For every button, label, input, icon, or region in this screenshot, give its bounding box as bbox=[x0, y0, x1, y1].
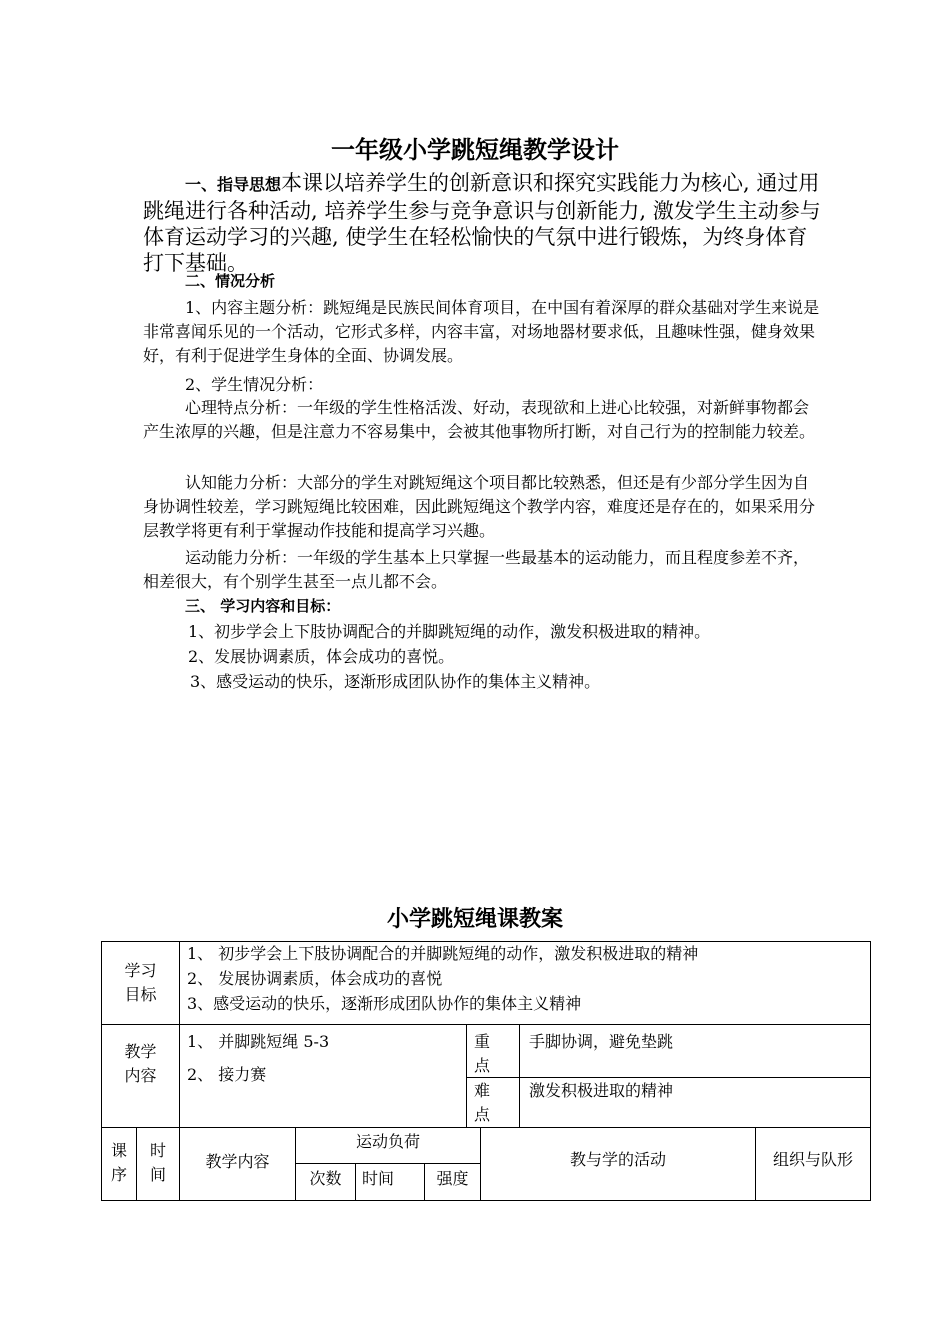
situation-analysis-heading: 二、情况分析 bbox=[185, 272, 276, 290]
header-organization: 组织与队形 bbox=[772, 1150, 853, 1169]
student-analysis-heading: 2、学生情况分析： bbox=[185, 375, 324, 394]
motor-ability-paragraph: 运动能力分析：一年级的学生基本上只掌握一些最基本的运动能力，而且程度参差不齐，相差很大，有个别学生甚至一点儿都不会。 bbox=[143, 548, 810, 591]
document-title: 一年级小学跳短绳教学设计 bbox=[331, 135, 619, 164]
key-point-value: 手脚协调，避免垫跳 bbox=[529, 1032, 674, 1051]
content-analysis-paragraph: 1、内容主题分析：跳短绳是民族民间体育项目，在中国有着深厚的群众基础对学生来说是非常喜闻乐见的一个活动，它形式多样，内容丰富，对场地器材要求低，且趣味性强，健身效果好，有利于促进学生身体的全面、协调发展。 bbox=[143, 298, 820, 365]
objective-item: 1、初步学会上下肢协调配合的并脚跳短绳的动作，激发积极进取的精神。 bbox=[188, 622, 711, 641]
table-col-divider bbox=[466, 1024, 467, 1128]
objective-item: 2、发展协调素质，体会成功的喜悦。 bbox=[188, 647, 455, 666]
table-row-divider bbox=[101, 1024, 871, 1025]
table-col-divider bbox=[355, 1163, 356, 1201]
difficulty-value: 激发积极进取的精神 bbox=[529, 1081, 674, 1100]
header-teaching-content: 教学内容 bbox=[205, 1152, 270, 1171]
goal-text: 2、 发展协调素质，体会成功的喜悦 bbox=[187, 969, 443, 988]
difficulty-label: 难 点 bbox=[474, 1081, 491, 1124]
guiding-ideology-heading: 一、指导思想 bbox=[185, 175, 282, 194]
lesson-plan-title: 小学跳短绳课教案 bbox=[386, 906, 563, 932]
objectives-heading: 三、 学习内容和目标： bbox=[185, 597, 341, 615]
goals-label: 学习 目标 bbox=[124, 961, 157, 1004]
header-activities: 教与学的活动 bbox=[569, 1150, 666, 1169]
table-row-divider bbox=[295, 1163, 481, 1164]
content-item: 2、 接力赛 bbox=[187, 1065, 267, 1084]
header-time: 时 间 bbox=[149, 1141, 166, 1184]
objective-item: 3、感受运动的快乐，逐渐形成团队协作的集体主义精神。 bbox=[190, 672, 601, 691]
guiding-ideology-paragraph bbox=[143, 170, 823, 276]
goal-text: 1、 初步学会上下肢协调配合的并脚跳短绳的动作，激发积极进取的精神 bbox=[187, 944, 699, 963]
goal-text: 3、感受运动的快乐，逐渐形成团队协作的集体主义精神 bbox=[187, 994, 582, 1013]
header-sequence: 课 序 bbox=[110, 1141, 127, 1184]
table-border-right bbox=[870, 941, 871, 1201]
header-intensity: 强度 bbox=[436, 1169, 469, 1188]
psychology-paragraph: 心理特点分析：一年级的学生性格活泼、好动，表现欲和上进心比较强，对新鲜事物都会产生浓厚的兴趣，但是注意力不容易集中，会被其他事物所打断，对自己行为的控制能力较差。 bbox=[143, 398, 816, 441]
table-col-divider bbox=[519, 1024, 520, 1128]
header-count: 次数 bbox=[309, 1169, 342, 1188]
content-label: 教学 内容 bbox=[124, 1042, 157, 1085]
header-duration: 时间 bbox=[362, 1169, 395, 1188]
cognition-paragraph: 认知能力分析：大部分的学生对跳短绳这个项目都比较熟悉，但还是有少部分学生因为自身协调性较差，学习跳短绳比较困难，因此跳短绳这个教学内容，难度还是存在的，如果采用分层教学将更有利于掌握动作技能和提高学习兴趣。 bbox=[143, 473, 816, 540]
content-item: 1、 并脚跳短绳 5-3 bbox=[187, 1032, 330, 1051]
header-exercise-load: 运动负荷 bbox=[355, 1132, 420, 1151]
table-row-divider bbox=[466, 1077, 871, 1078]
key-point-label: 重 点 bbox=[474, 1032, 491, 1075]
guiding-ideology-text: 本课以培养学生的创新意识和探究实践能力为核心, 通过用跳绳进行各种活动, 培养学生参与竞争意识与创新能力, 激发学生主动参与体育运动学习的兴趣, 使学生在轻松愉快的气氛中进行锻炼，为终身体育打下基础。 bbox=[143, 171, 821, 275]
